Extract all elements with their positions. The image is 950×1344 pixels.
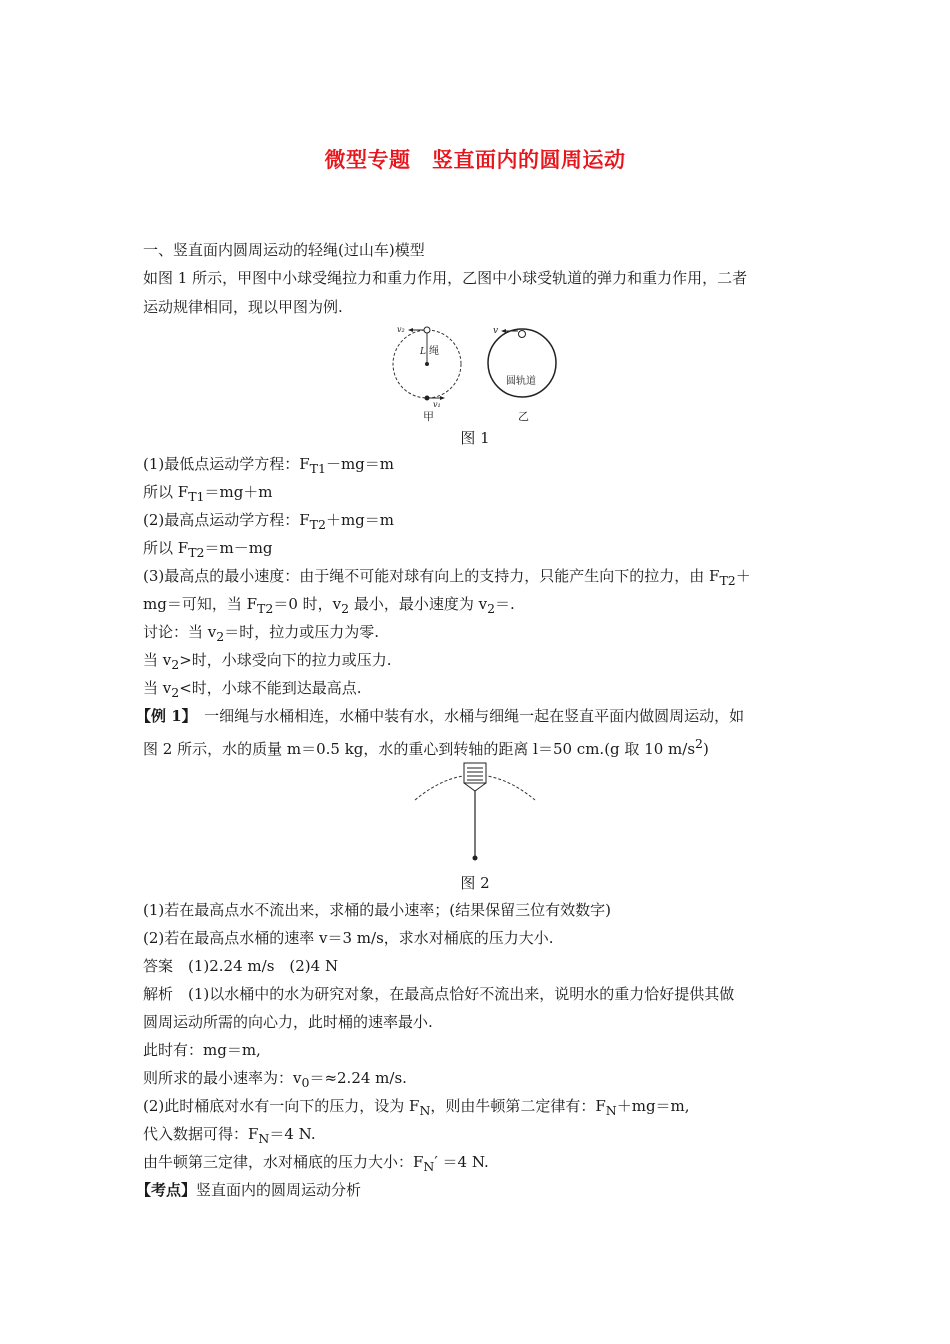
intro-line-2: 运动规律相同，现以甲图为例. — [143, 298, 343, 316]
intro-line-1: 如图 1 所示，甲图中小球受绳拉力和重力作用，乙图中小球受轨道的弹力和重力作用，二者 — [143, 269, 748, 287]
arrow-head-icon — [440, 396, 445, 400]
analysis-line: 代入数据可得：$F_N=4$ N. — [143, 1125, 316, 1146]
ball-track — [519, 331, 526, 338]
figure-2 — [405, 758, 545, 866]
kaodian-text: 竖直面内的圆周运动分析 — [196, 1181, 362, 1199]
label-L: L — [420, 347, 426, 357]
analysis-line: 圆周运动所需的向心力，此时桶的速率最小. — [143, 1013, 433, 1031]
caption-yi: 乙 — [518, 410, 529, 423]
answer: 答案 (1)2.24 m/s (2)4 N — [143, 957, 339, 975]
text-line: 所以 $F_{T2}=m-mg$ — [143, 539, 273, 560]
text-line: 当 $v_2<$时，小球不能到达最高点. — [143, 679, 362, 700]
text-line: (2)最高点运动学方程：$F_{T2}+mg=m$ — [143, 511, 395, 532]
example-text: 一细绳与水桶相连，水桶中装有水，水桶与细绳一起在竖直平面内做圆周运动，如 — [189, 707, 745, 725]
analysis-line: 则所求的最小速率为：$v_0=\approx 2.24$ m/s. — [143, 1069, 407, 1090]
figure-1 — [380, 318, 580, 426]
caption-jia: 甲 — [423, 410, 434, 423]
analysis-line: (2)此时桶底对水有一向下的压力，设为 $F_N$，则由牛顿第二定律有：$F_N+mg=m$, — [143, 1097, 690, 1118]
ball-bottom — [425, 396, 430, 401]
section-heading: 一、竖直面内圆周运动的轻绳(过山车)模型 — [143, 241, 425, 259]
text-line: 讨论：当 $v_2=$时，拉力或压力为零. — [143, 623, 379, 644]
label-track: 圆轨道 — [506, 376, 536, 387]
arrow-head-icon — [501, 329, 506, 333]
text-line: 当 $v_2>$时，小球受向下的拉力或压力. — [143, 651, 392, 672]
text-line: mg＝可知，当 $F_{T2}=0$ 时，$v_2$ 最小，最小速度为 $v_2=$. — [143, 595, 515, 616]
analysis-line: 此时有：mg＝m, — [143, 1041, 261, 1059]
question-1: (1)若在最高点水不流出来，求桶的最小速率；(结果保留三位有效数字) — [143, 901, 611, 919]
text-line: 所以 $F_{T1}=mg+m$ — [143, 483, 273, 504]
figure-1-caption: 图 1 — [460, 429, 490, 447]
ball-top — [424, 327, 430, 333]
example-line-1 — [136, 706, 816, 726]
arrow-head-icon — [408, 328, 413, 332]
label-rope: 绳 — [429, 346, 439, 357]
kaodian-label: 【考点】 — [136, 1181, 197, 1199]
analysis-line: 解析 (1)以水桶中的水为研究对象，在最高点恰好不流出来，说明水的重力恰好提供其做 — [143, 985, 735, 1003]
analysis-line: 由牛顿第三定律，水对桶底的压力大小：$F_N' =4$ N. — [143, 1153, 489, 1174]
page-title: 微型专题 竖直面内的圆周运动 — [324, 148, 626, 172]
example-line-2: 图 2 所示，水的质量 m＝0.5 kg，水的重心到转轴的距离 l＝50 cm.(g 取 10 $m/s^2$) — [143, 736, 709, 758]
text-line: (1)最低点运动学方程：$F_{T1}-mg=m$ — [143, 455, 395, 476]
label-v2: v₂ — [397, 325, 405, 334]
example-label: 【例 1】 — [136, 707, 190, 725]
label-v1: v₁ — [433, 400, 441, 409]
question-2: (2)若在最高点水桶的速率 v＝3 m/s，求水对桶底的压力大小. — [143, 929, 554, 947]
bucket-handle — [464, 783, 486, 791]
pivot-dot — [425, 362, 429, 366]
label-v: v — [493, 326, 499, 336]
pivot-dot — [473, 856, 478, 861]
text-line: (3)最高点的最小速度：由于绳不可能对球有向上的支持力，只能产生向下的拉力，由 $F_{T2}+$ — [143, 567, 751, 588]
figure-2-caption: 图 2 — [460, 874, 490, 892]
kaodian-line — [136, 1180, 816, 1200]
